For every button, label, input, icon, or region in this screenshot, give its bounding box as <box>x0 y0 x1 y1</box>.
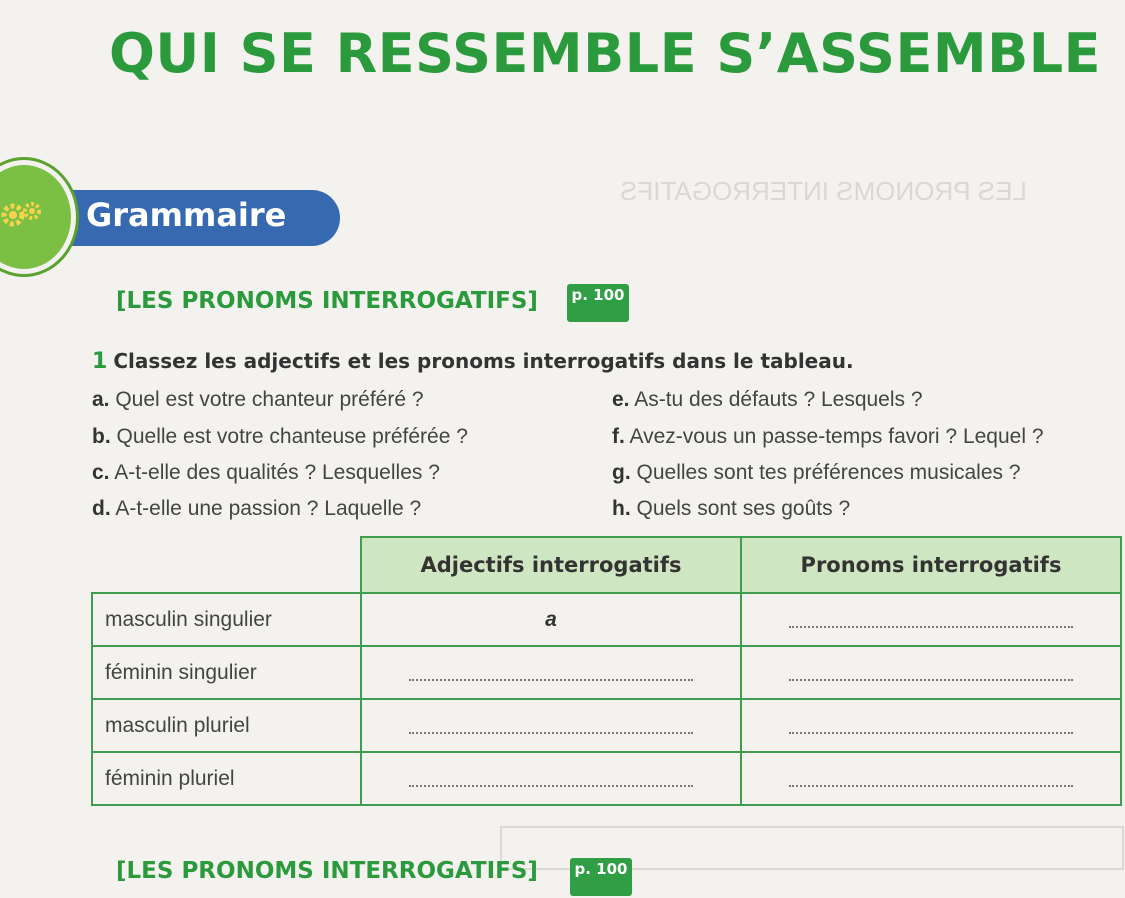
answer-cell[interactable] <box>741 699 1121 752</box>
row-label: féminin singulier <box>92 646 361 699</box>
table-row <box>92 699 1121 752</box>
table-row <box>92 752 1121 805</box>
answer-cell[interactable] <box>361 752 741 805</box>
section-heading: [LES PRONOMS INTERROGATIFS] <box>116 288 538 314</box>
dotted-line <box>409 771 693 787</box>
instruction-text: Classez les adjectifs et les pronoms interrogatifs dans le tableau. <box>113 349 854 373</box>
list-item: f. Avez-vous un passe-temps favori ? Lequel ? <box>612 425 1044 448</box>
list-item: a. Quel est votre chanteur préféré ? <box>92 388 424 411</box>
page-title: QUI SE RESSEMBLE S’ASSEMBLE <box>108 22 1102 85</box>
answer-cell[interactable] <box>361 593 741 646</box>
row-label: féminin pluriel <box>92 752 361 805</box>
section-heading: [LES PRONOMS INTERROGATIFS] <box>116 858 538 884</box>
table-row <box>92 593 1121 646</box>
page-reference: p. 100 <box>574 860 628 878</box>
dotted-line <box>409 665 693 681</box>
row-label: masculin pluriel <box>92 699 361 752</box>
book-icon[interactable] <box>566 846 636 898</box>
column-header: Adjectifs interrogatifs <box>361 537 741 593</box>
table-corner <box>92 537 361 593</box>
dotted-line <box>789 665 1073 681</box>
answer-cell[interactable] <box>741 646 1121 699</box>
dotted-line <box>789 718 1073 734</box>
list-item: e. As-tu des défauts ? Lesquels ? <box>612 388 923 411</box>
exercise-instruction <box>92 349 854 374</box>
dotted-line <box>789 771 1073 787</box>
list-item: b. Quelle est votre chanteuse préférée ? <box>92 425 468 448</box>
list-item: c. A-t-elle des qualités ? Lesquelles ? <box>92 461 440 484</box>
gears-icon <box>0 160 76 274</box>
banner-label: Grammaire <box>86 196 287 234</box>
answer-text: a <box>545 607 557 631</box>
answer-cell[interactable] <box>361 699 741 752</box>
list-item: h. Quels sont ses goûts ? <box>612 497 851 520</box>
dotted-line <box>409 718 693 734</box>
classification-table <box>91 536 1122 806</box>
table-row <box>92 646 1121 699</box>
bleed-through-text: LES PRONOMS INTERROGATIFS <box>620 176 1027 206</box>
page-reference: p. 100 <box>571 286 625 304</box>
table-header-row <box>92 537 1121 593</box>
list-item: g. Quelles sont tes préférences musicales ? <box>612 461 1021 484</box>
answer-cell[interactable] <box>741 593 1121 646</box>
dotted-line <box>789 612 1073 628</box>
list-item: d. A-t-elle une passion ? Laquelle ? <box>92 497 422 520</box>
answer-cell[interactable] <box>741 752 1121 805</box>
answer-cell[interactable] <box>361 646 741 699</box>
exercise-number: 1 <box>92 349 108 374</box>
row-label: masculin singulier <box>92 593 361 646</box>
book-icon[interactable] <box>563 272 633 324</box>
column-header: Pronoms interrogatifs <box>741 537 1121 593</box>
